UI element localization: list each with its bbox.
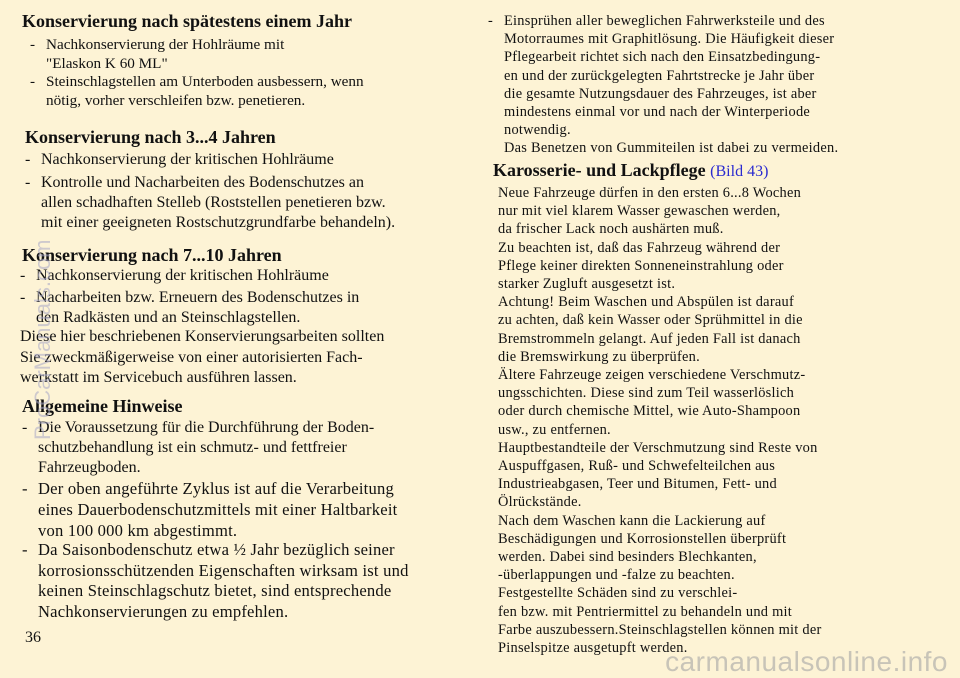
- bottom-watermark: carmanualsonline.info: [665, 646, 948, 677]
- paragraph-line: oder durch chemische Mittel, wie Auto-Shampoon: [498, 403, 801, 420]
- list-item-line: "Elaskon K 60 ML": [46, 54, 168, 72]
- list-item-line: allen schadhaften Stelleb (Roststellen penetieren bzw.: [41, 194, 386, 211]
- list-item-line: Steinschlagstellen am Unterboden ausbessern, wenn: [46, 73, 364, 90]
- list-item-line: Nachkonservierung der kritischen Hohlräume: [36, 267, 329, 284]
- paragraph-line: nur mit viel klarem Wasser gewaschen werden,: [498, 203, 781, 220]
- bullet-dash: -: [488, 13, 494, 29]
- heading-after-one-year: Konservierung nach spätestens einem Jahr: [22, 11, 352, 31]
- heading-after-3-4-years: Konservierung nach 3...4 Jahren: [25, 127, 276, 147]
- paragraph-line: Farbe auszubessern.Steinschlagstellen können mit der: [498, 621, 822, 638]
- list-item-line: den Radkästen und an Steinschlagstellen.: [36, 309, 301, 326]
- heading-after-7-10-years: Konservierung nach 7...10 Jahren: [22, 245, 282, 265]
- list-item-line: Pflegearbeit richtet sich nach den Einsatzbedingung-: [504, 49, 821, 66]
- bullet-dash: -: [30, 36, 36, 53]
- paragraph-line: Neue Fahrzeuge dürfen in den ersten 6...8 Wochen: [498, 185, 802, 201]
- list-item-line: mit einer geeigneten Rostschutzgrundfarbe behandeln).: [41, 214, 396, 231]
- paragraph-line: Diese hier beschriebenen Konservierungsarbeiten sollten: [20, 328, 385, 345]
- paragraph-line: Achtung! Beim Waschen und Abspülen ist darauf: [498, 294, 794, 311]
- paragraph-line: ungsschichten. Diese sind zum Teil wasserlöslich: [498, 385, 795, 402]
- paragraph-line: zu achten, daß kein Wasser oder Sprühmittel in die: [498, 312, 803, 329]
- list-item-line: Nachkonservierung der kritischen Hohlräume: [41, 151, 334, 168]
- list-item-line: von 100 000 km abgestimmt.: [38, 521, 238, 540]
- figure-reference-link[interactable]: (Bild 43): [710, 163, 769, 180]
- bullet-dash: -: [25, 174, 31, 191]
- paragraph-line: Ölrückstände.: [498, 494, 582, 511]
- list-item-line: korrosionsschützenden Eigenschaften wirksam ist und: [38, 560, 409, 580]
- paragraph-line: fen bzw. mit Pentriermittel zu behandeln und mit: [498, 603, 793, 620]
- paragraph-line: Sie zweckmäßigerweise von einer autorisierten Fach-: [20, 348, 363, 366]
- paragraph-line: werden. Dabei sind besinders Blechkanten,: [498, 549, 757, 566]
- paragraph-line: -überlappungen und -falze zu beachten.: [498, 567, 735, 584]
- paragraph-line: Nach dem Waschen kann die Lackierung auf: [498, 512, 766, 529]
- list-item-line: Der oben angeführte Zyklus ist auf die Verarbeitung: [38, 479, 394, 498]
- bullet-dash: -: [20, 289, 26, 306]
- bullet-dash: -: [22, 419, 28, 436]
- list-item-line: Fahrzeugboden.: [38, 459, 141, 476]
- paragraph-line: Zu beachten ist, daß das Fahrzeug während der: [498, 239, 781, 256]
- list-item-line: Einsprühen aller beweglichen Fahrwerksteile und des: [504, 13, 825, 29]
- list-item-line: die gesamte Nutzungsdauer des Fahrzeuges, ist aber: [504, 85, 817, 102]
- paragraph-line: Industrieabgasen, Teer und Bitumen, Fett- und: [498, 476, 777, 493]
- paragraph-line: Ältere Fahrzeuge zeigen verschiedene Verschmutz-: [498, 367, 806, 384]
- paragraph-line: Festgestellte Schäden sind zu verschlei-: [498, 585, 738, 602]
- list-item-line: Kontrolle und Nacharbeiten des Bodenschutzes an: [41, 174, 365, 191]
- list-item-line: keinen Steinschlagschutz bietet, sind entsprechende: [38, 581, 392, 600]
- page-number: 36: [25, 629, 41, 646]
- paragraph-line: Hauptbestandteile der Verschmutzung sind Reste von: [498, 439, 818, 456]
- list-item-line: Da Saisonbodenschutz etwa ½ Jahr bezüglich seiner: [38, 540, 395, 559]
- heading-body-paint-care: [493, 160, 768, 181]
- paragraph-line: starker Zugluft ausgesetzt ist.: [498, 276, 676, 293]
- list-item-line: schutzbehandlung ist ein schmutz- und fettfreier: [38, 439, 347, 456]
- paragraph-line: da frischer Lack noch aushärten muß.: [498, 221, 724, 238]
- list-item-line: Nachkonservierung der Hohlräume mit: [46, 36, 285, 53]
- heading-text: Karosserie- und Lackpflege: [493, 160, 706, 180]
- paragraph-line: Auspuffgasen, Ruß- und Schwefelteilchen aus: [498, 458, 776, 475]
- paragraph-line: Bremstrommeln gelangt. Auf jeden Fall ist danach: [498, 330, 801, 347]
- list-item-line: nötig, vorher verschleifen bzw. penetieren.: [46, 91, 306, 109]
- workshop-note: [20, 327, 384, 389]
- bullet-dash: -: [25, 151, 31, 168]
- vertical-watermark: ProCarManuals.com: [30, 239, 55, 440]
- list-item-line: notwendig.: [504, 122, 571, 139]
- list-item-line: eines Dauerbodenschutzmittels mit einer Haltbarkeit: [38, 500, 398, 519]
- list-item-line: Nachkonservierungen zu empfehlen.: [38, 601, 289, 621]
- list-item-line: mindestens einmal vor und nach der Winterperiode: [504, 104, 811, 120]
- list-item-line: Das Benetzen von Gummiteilen ist dabei zu vermeiden.: [504, 140, 839, 157]
- bullet-dash: -: [20, 267, 26, 284]
- paragraph-line: die Bremswirkung zu überprüfen.: [498, 348, 700, 365]
- list-item-line: Motorraumes mit Graphitlösung. Die Häufigkeit dieser: [504, 31, 835, 48]
- list-item-line: en und der zurückgelegten Fahrtstrecke je Jahr über: [504, 67, 815, 84]
- paragraph-line: usw., zu entfernen.: [498, 421, 611, 438]
- paragraph-line: Beschädigungen und Korrosionstellen überprüft: [498, 530, 787, 547]
- paragraph-line: Pflege keiner direkten Sonneneinstrahlung oder: [498, 257, 784, 274]
- bullet-dash: -: [22, 540, 28, 559]
- paragraph-line: werkstatt im Servicebuch ausführen lassen.: [20, 369, 297, 386]
- body-paint-care-text: [498, 184, 822, 657]
- bullet-dash: -: [22, 479, 28, 498]
- heading-general-notes: Allgemeine Hinweise: [22, 396, 183, 416]
- paragraph-line: Pinselspitze ausgetupft werden.: [498, 640, 688, 657]
- bullet-dash: -: [30, 73, 36, 90]
- list-item-line: Die Voraussetzung für die Durchführung der Boden-: [38, 419, 375, 436]
- list-item-line: Nacharbeiten bzw. Erneuern des Bodenschutzes in: [36, 289, 360, 306]
